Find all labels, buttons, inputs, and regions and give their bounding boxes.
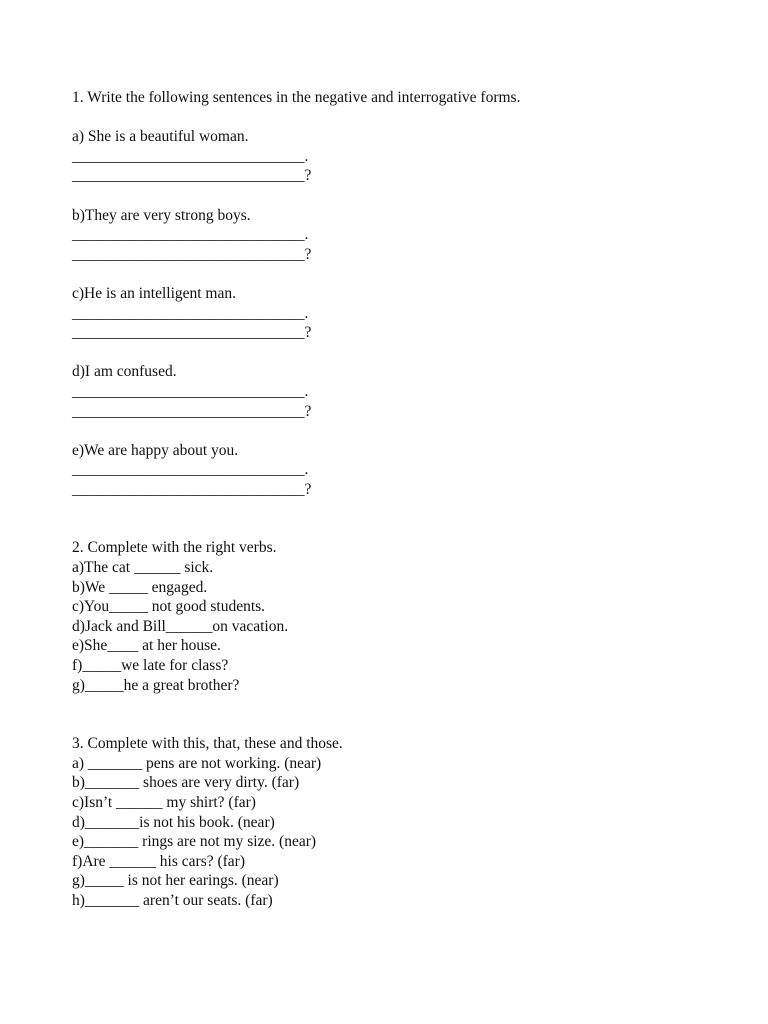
spacer: [72, 264, 712, 284]
sentence: d)I am confused.: [72, 363, 177, 381]
exercise-item-b: [72, 206, 712, 265]
spacer: [72, 695, 712, 734]
negative-answer-line[interactable]: ______________________________.: [72, 147, 309, 165]
interrogative-answer-line[interactable]: ______________________________?: [72, 480, 312, 498]
spacer: [72, 186, 712, 206]
fill-in-item[interactable]: g)_____ is not her earings. (near): [72, 872, 279, 890]
sentence: a) She is a beautiful woman.: [72, 128, 249, 146]
sentence: e)We are happy about you.: [72, 441, 239, 459]
interrogative-answer-line[interactable]: ______________________________?: [72, 167, 312, 185]
fill-in-item[interactable]: a) _______ pens are not working. (near): [72, 754, 322, 772]
exercise-item-e: [72, 441, 712, 500]
negative-answer-line[interactable]: ______________________________.: [72, 226, 309, 244]
fill-in-item[interactable]: b)We _____ engaged.: [72, 578, 208, 596]
fill-in-item[interactable]: e)She____ at her house.: [72, 637, 221, 655]
fill-in-item[interactable]: d)_______is not his book. (near): [72, 813, 275, 831]
section3-list: [72, 754, 712, 911]
negative-answer-line[interactable]: ______________________________.: [72, 304, 309, 322]
fill-in-item[interactable]: c)You_____ not good students.: [72, 598, 266, 616]
fill-in-item[interactable]: a)The cat ______ sick.: [72, 559, 214, 577]
fill-in-item[interactable]: f)Are ______ his cars? (far): [72, 852, 246, 870]
exercise-item-d: [72, 362, 712, 421]
worksheet: [72, 88, 712, 911]
fill-in-item[interactable]: h)_______ aren’t our seats. (far): [72, 891, 273, 909]
fill-in-item[interactable]: e)_______ rings are not my size. (near): [72, 833, 317, 851]
fill-in-item[interactable]: c)Isn’t ______ my shirt? (far): [72, 794, 256, 811]
exercise-item-a: [72, 127, 712, 186]
fill-in-item[interactable]: f)_____we late for class?: [72, 657, 229, 675]
exercise-item-c: [72, 284, 712, 343]
sentence: c)He is an intelligent man.: [72, 284, 236, 302]
fill-in-item[interactable]: d)Jack and Bill______on vacation.: [72, 617, 289, 635]
spacer: [72, 421, 712, 441]
spacer: [72, 343, 712, 363]
negative-answer-line[interactable]: ______________________________.: [72, 461, 309, 479]
interrogative-answer-line[interactable]: ______________________________?: [72, 245, 312, 263]
interrogative-answer-line[interactable]: ______________________________?: [72, 402, 312, 420]
spacer: [72, 499, 712, 538]
interrogative-answer-line[interactable]: ______________________________?: [72, 324, 312, 342]
section2-heading: 2. Complete with the right verbs.: [72, 539, 277, 557]
spacer: [72, 108, 712, 128]
section2-list: [72, 558, 712, 695]
section3-heading: 3. Complete with this, that, these and those.: [72, 735, 343, 753]
sentence: b)They are very strong boys.: [72, 206, 251, 224]
section1-heading: 1. Write the following sentences in the negative and interrogative forms.: [72, 89, 521, 106]
fill-in-item[interactable]: b)_______ shoes are very dirty. (far): [72, 774, 300, 792]
fill-in-item[interactable]: g)_____he a great brother?: [72, 676, 240, 694]
negative-answer-line[interactable]: ______________________________.: [72, 382, 309, 400]
